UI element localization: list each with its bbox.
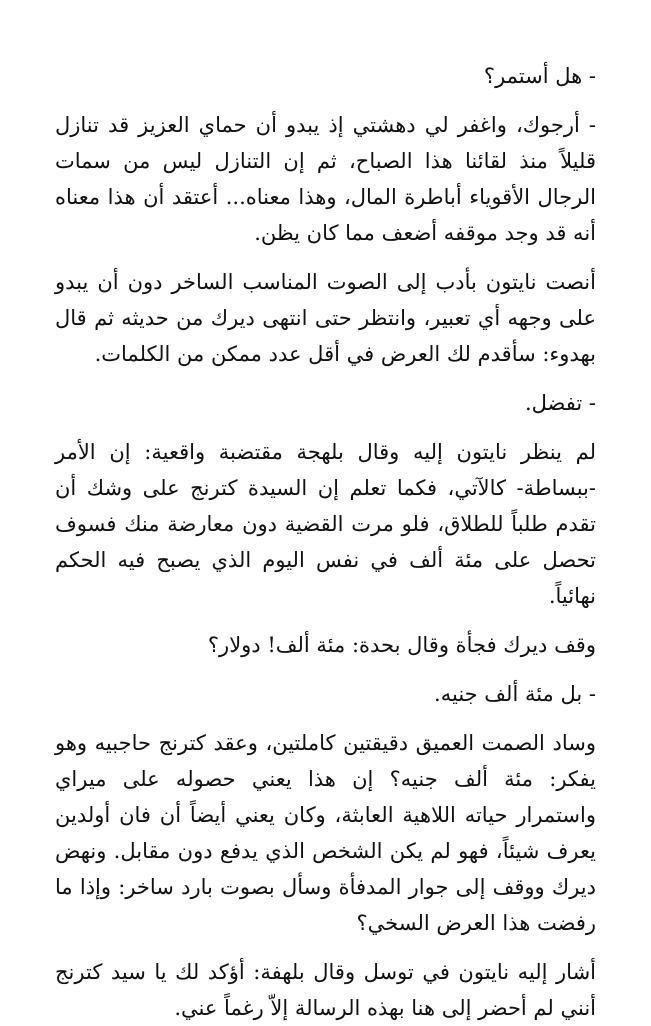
- paragraph-narration-1: أنصت نايتون بأدب إلى الصوت المناسب الساخر دون أن يبدو على وجهه أي تعبير، وانتظر حتى انتهى ديرك من حديثه ثم قال بهدوء: سأقدم لك العرض في أقل عدد ممكن من الكلمات.: [55, 270, 596, 366]
- paragraph-narration-2: لم ينظر نايتون إليه وقال بلهجة مقتضبة واقعية: إن الأمر -ببساطة- كالآتي، فكما تعلم إن السيدة كترنج على وشك أن تقدم طلباً للطلاق، فلو مرت القضية دون معارضة منك فسوف تحصل على مئة ألف في نفس اليوم الذي يصبح فيه الحكم نهائياً.: [55, 440, 596, 608]
- paragraph-dialogue-2: - أرجوك، واغفر لي دهشتي إذ يبدو أن حماي العزيز قد تنازل قليلاً منذ لقائنا هذا الصباح، ثم إن التنازل ليس من سمات الرجال الأقوياء أباطرة المال، وهذا معناه... أعتقد أن هذا معناه أنه قد وجد موقفه أضعف مما كان يظن.: [55, 113, 596, 245]
- paragraph-dialogue-3: - تفضل.: [524, 391, 596, 415]
- paragraph-narration-5: أشار إليه نايتون في توسل وقال بلهفة: أؤكد لك يا سيد كترنج أنني لم أحضر إلى هنا بهذه الرسالة إلاّ رغماً عني.: [55, 960, 596, 1020]
- paragraph-narration-4: وساد الصمت العميق دقيقتين كاملتين، وعقد كترنج حاجبيه وهو يفكر: مئة ألف جنيه؟ إن هذا يعني حصوله على ميراي واستمرار حياته اللاهية العابثة، وكان يعني أيضاً أن فان أولدين يعرف شيئاً، فهو لم يكن الشخص الذي يدفع دون مقابل. ونهض ديرك ووقف إلى جوار المدفأة وسأل بصوت بارد ساخر: وإذا ما رفضت هذا العرض السخي؟: [55, 731, 596, 935]
- paragraph-narration-3: وقف ديرك فجأة وقال بحدة: مئة ألف! دولار؟: [207, 633, 596, 657]
- paragraph-dialogue-1: - هل أستمر؟: [483, 64, 596, 88]
- paragraph-dialogue-4: - بل مئة ألف جنيه.: [434, 682, 596, 706]
